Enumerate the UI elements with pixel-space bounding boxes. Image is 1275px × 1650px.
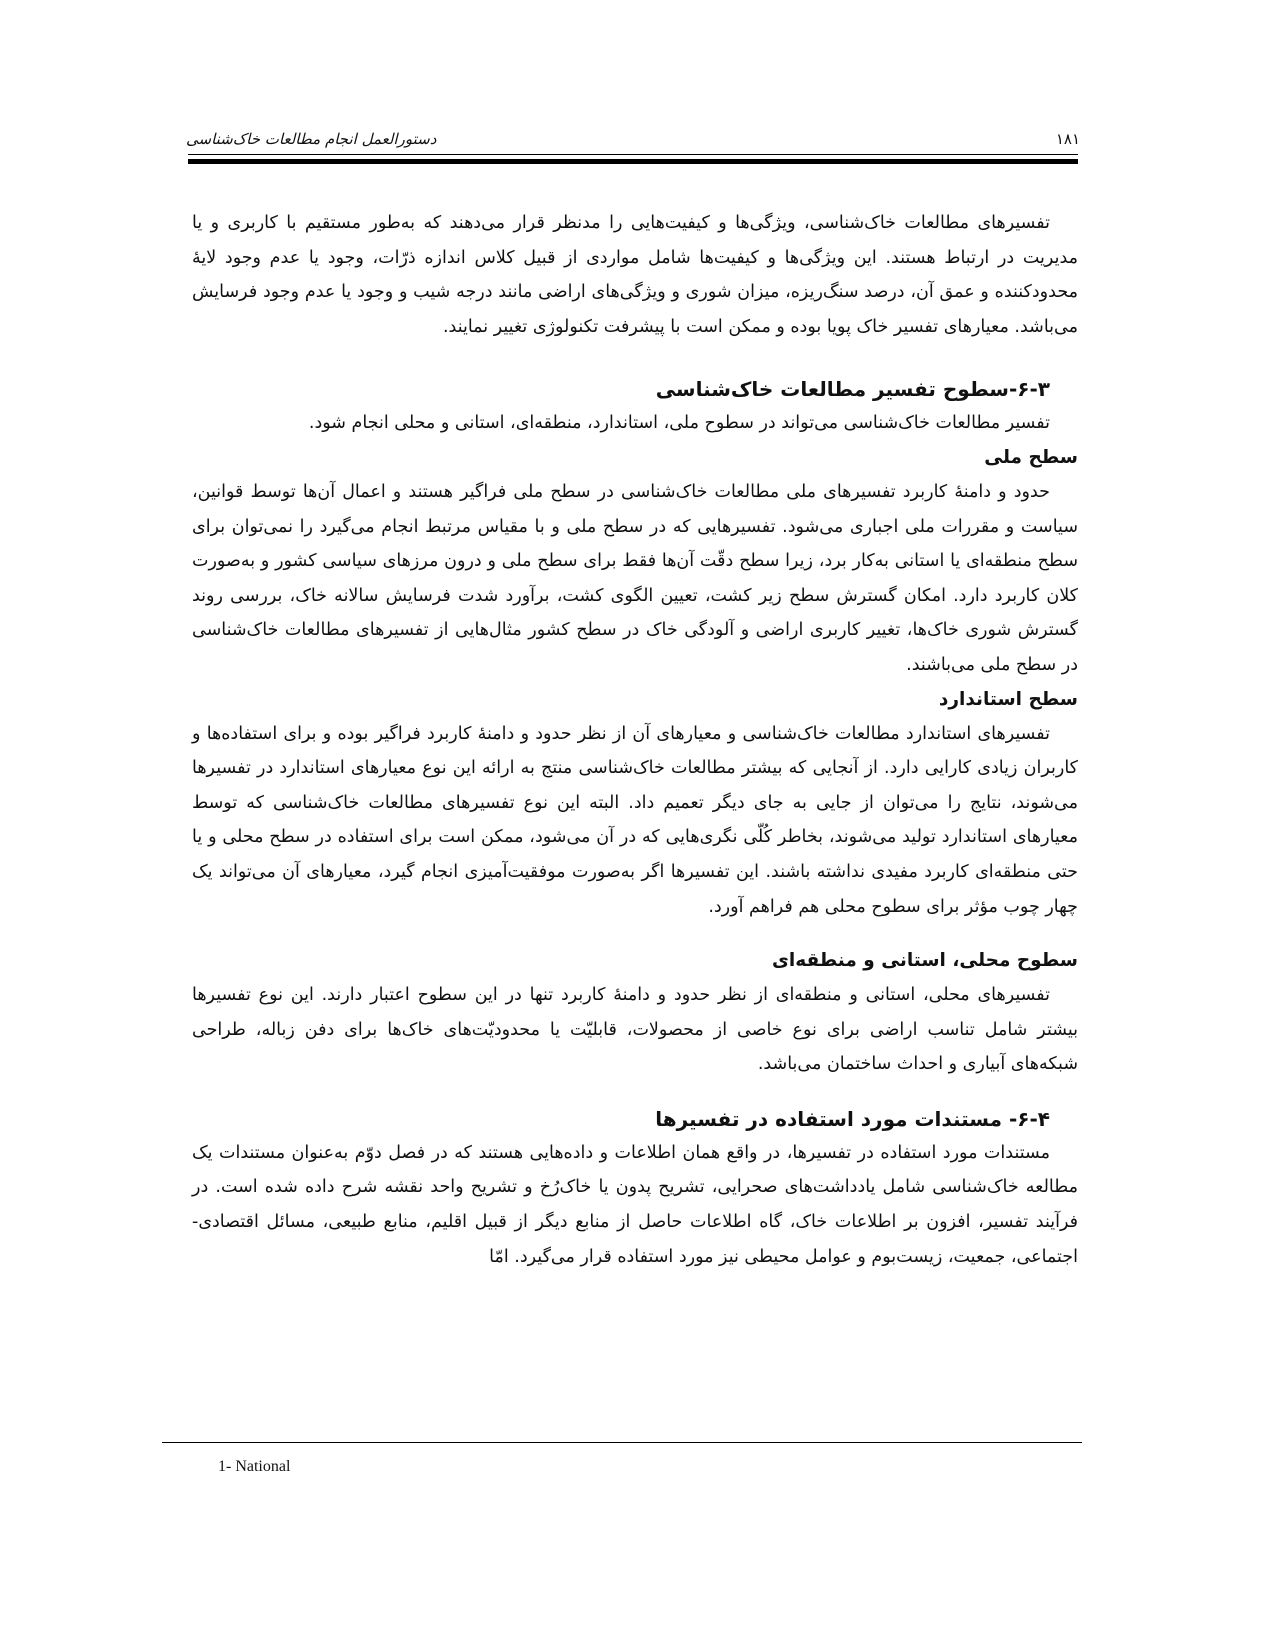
section-6-4-paragraph: مستندات مورد استفاده در تفسیرها، در واقع همان اطلاعات و داده‌هایی هستند که در فصل دوّم به‌عنوان مستندات یک مطالعه خاک‌شناسی شامل یادداشت‌های صحرایی، تشریح پدون یا خاک‌رُخ و تشریح واحد نقشه شرح داده شده است. در فرآیند تفسیر، افزون بر اطلاعات خاک، گاه اطلاعات حاصل از منابع دیگر از قبیل اقلیم، منابع طبیعی، مسائل اقتصادی-اجتماعی، جمعیت، زیست‌بوم و عوامل محیطی نیز مورد استفاده قرار می‌گیرد. امّا <box>192 1142 1078 1267</box>
page-header <box>186 124 1080 152</box>
section-6-4-heading: ۶-۴- مستندات مورد استفاده در تفسیرها <box>655 1106 1050 1131</box>
spacer <box>192 1082 1078 1102</box>
footnote-rule <box>162 1442 1082 1443</box>
standard-level-heading: سطح استاندارد <box>938 688 1078 710</box>
page-number: ۱۸۱ <box>1055 130 1080 148</box>
standard-level-paragraph: تفسیرهای استاندارد مطالعات خاک‌شناسی و معیارهای آن از نظر حدود و دامنهٔ کاربرد فراگیر بوده و برای استفاده‌ها و کاربران زیادی کارایی دارد. از آنجایی که بیشتر مطالعات خاک‌شناسی منتج به ارائه این نوع معیارهای استاندارد در تفسیرها می‌شوند، نتایج را می‌توان از جایی به جای دیگر تعمیم داد. البته این نوع تفسیرهای مطالعات خاک‌شناسی که توسط معیارهای استاندارد تولید می‌شوند، بخاطر کُلّی نگری‌هایی که در آن می‌شود، ممکن است برای استفاده در سطح محلی و یا حتی منطقه‌ای کاربرد مفیدی نداشته باشند. این تفسیرها اگر به‌صورت موفقیت‌آمیزی انجام گیرد، معیارهای آن می‌تواند یک چهار چوب مؤثر برای سطوح محلی هم فراهم آورد. <box>192 723 1078 917</box>
local-levels-paragraph: تفسیرهای محلی، استانی و منطقه‌ای از نظر حدود و دامنهٔ کاربرد تنها در این سطوح اعتبار دارند. این نوع تفسیرها بیشتر شامل تناسب اراضی برای نوع خاصی از محصولات، قابلیّت یا محدودیّت‌های خاک‌ها برای دفن زباله، طراحی شبکه‌های آبیاری و احداث ساختمان می‌باشد. <box>192 985 1078 1075</box>
national-level-heading: سطح ملی <box>984 446 1078 468</box>
header-rule <box>188 159 1078 164</box>
section-6-3-heading: ۶-۳-سطوح تفسیر مطالعات خاک‌شناسی <box>655 377 1050 402</box>
header-rule-thin <box>188 154 1078 155</box>
national-level-paragraph: حدود و دامنهٔ کاربرد تفسیرهای ملی مطالعات خاک‌شناسی در سطح ملی فراگیر هستند و اعمال آن‌ها توسط قوانین، سیاست و مقررات ملی اجباری می‌شود. تفسیرهایی که در سطح ملی و با مقیاس مرتبط انجام می‌گیرد را نمی‌توان برای سطح منطقه‌ای یا استانی به‌کار برد، زیرا سطح دقّت آن‌ها فقط برای سطح ملی و درون مرزهای سیاسی کشور و به‌صورت کلان کاربرد دارد. امکان گسترش سطح زیر کشت، تعیین الگوی کشت، برآورد شدت فرسایش سالانه خاک، بررسی روند گسترش شوری خاک‌ها، تغییر کاربری اراضی و آلودگی خاک در سطح کشور مثال‌هایی از تفسیرهای مطالعات خاک‌شناسی در سطح ملی می‌باشند. <box>192 481 1078 675</box>
section-6-3-intro: تفسیر مطالعات خاک‌شناسی می‌تواند در سطوح ملی، استاندارد، منطقه‌ای، استانی و محلی انجام شود. <box>308 413 1050 434</box>
intro-paragraph: تفسیرهای مطالعات خاک‌شناسی، ویژگی‌ها و کیفیت‌هایی را مدنظر قرار می‌دهند که به‌طور مستقیم با کاربری و یا مدیریت در ارتباط هستند. این ویژگی‌ها و کیفیت‌ها شامل مواردی از قبیل کلاس اندازه ذرّات، وجود یا عدم وجود لایهٔ محدودکننده و عمق آن، درصد سنگ‌ریزه، میزان شوری و ویژگی‌های اراضی مانند درجه شیب و وجود یا عدم وجود فرسایش می‌باشد. معیارهای تفسیر خاک پویا بوده و ممکن است با پیشرفت تکنولوژی تغییر نمایند. <box>192 213 1078 337</box>
footnote: 1- National <box>218 1458 291 1475</box>
spacer <box>192 924 1078 944</box>
spacer <box>192 344 1078 372</box>
local-levels-heading: سطوح محلی، استانی و منطقه‌ای <box>771 950 1078 972</box>
running-title: دستورالعمل انجام مطالعات خاک‌شناسی <box>186 130 437 148</box>
page-body <box>192 206 1078 1274</box>
